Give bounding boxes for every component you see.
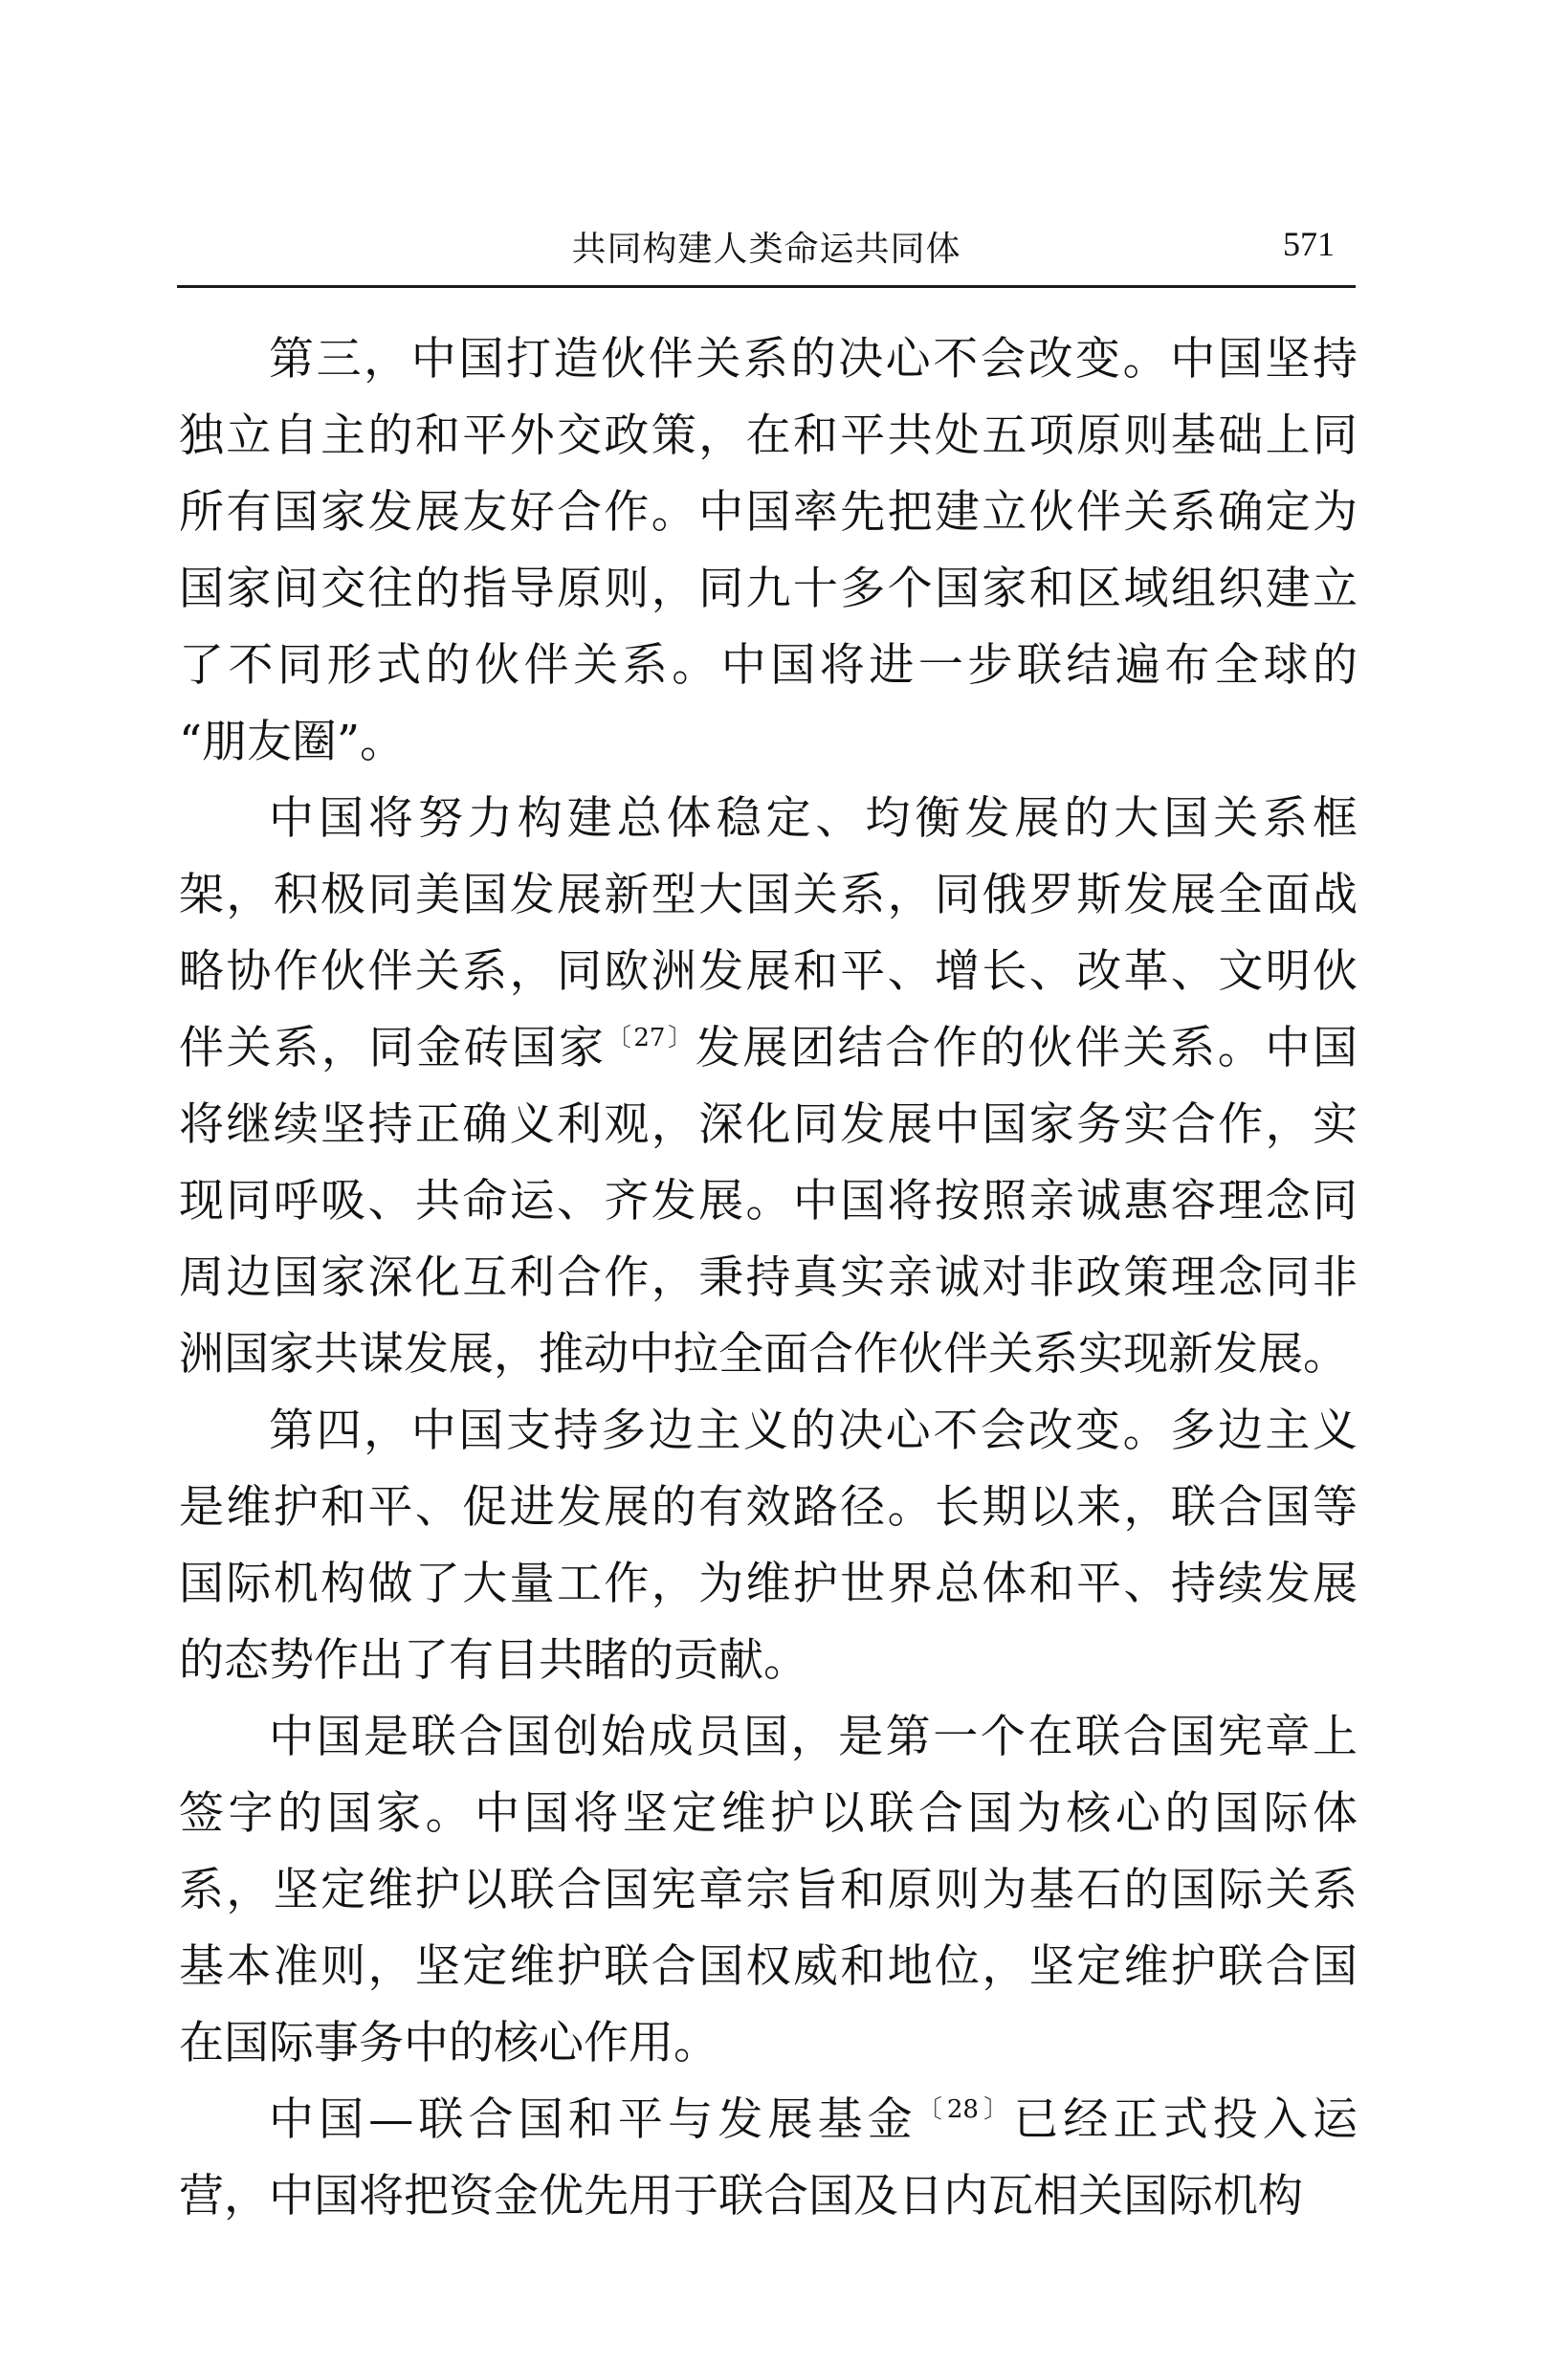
header-rule <box>177 285 1356 288</box>
text-run: 签字的国家。中国将坚定维护以联合国为核心的国际体 <box>179 1787 1358 1840</box>
text-run: 了不同形式的伙伴关系。中国将进一步联结遍布全球的 <box>179 639 1358 692</box>
body-text <box>179 321 1358 2235</box>
text-line <box>179 2082 1358 2158</box>
text-run: 国际机构做了大量工作，为维护世界总体和平、持续发展 <box>179 1558 1358 1610</box>
text-run: 将继续坚持正确义利观，深化同发展中国家务实合作，实 <box>179 1098 1358 1151</box>
text-line <box>179 2158 1358 2235</box>
text-line <box>179 1470 1358 1546</box>
text-run: 伴关系，同金砖国家 <box>179 1022 607 1074</box>
text-run: 第四，中国支持多边主义的决心不会改变。多边主义 <box>269 1405 1358 1457</box>
text-line <box>179 1929 1358 2005</box>
text-run: 系，坚定维护以联合国宪章宗旨和原则为基石的国际关系 <box>179 1864 1358 1916</box>
running-header-title: 共同构建人类命运共同体 <box>571 230 961 269</box>
text-run: 基本准则，坚定维护联合国权威和地位，坚定维护联合国 <box>179 1940 1358 1993</box>
text-line <box>179 1317 1358 1393</box>
text-run: 已经正式投入运 <box>1013 2093 1358 2146</box>
text-line <box>179 781 1358 857</box>
text-line <box>179 1240 1358 1317</box>
text-line <box>179 398 1358 475</box>
text-run: 中国是联合国创始成员国，是第一个在联合国宪章上 <box>269 1711 1358 1763</box>
text-line <box>179 628 1358 704</box>
paragraph <box>179 1393 1358 1699</box>
text-run: 周边国家深化互利合作，秉持真实亲诚对非政策理念同非 <box>179 1251 1358 1304</box>
paragraph <box>179 321 1358 781</box>
footnote-reference[interactable]: 〔28〕 <box>917 2095 1014 2124</box>
text-run: 架，积极同美国发展新型大国关系，同俄罗斯发展全面战 <box>179 869 1358 921</box>
text-line <box>179 857 1358 934</box>
text-line <box>179 1393 1358 1470</box>
text-line <box>179 1163 1358 1240</box>
text-run: 略协作伙伴关系，同欧洲发展和平、增长、改革、文明伙 <box>179 945 1358 998</box>
text-run: 独立自主的和平外交政策，在和平共处五项原则基础上同 <box>179 409 1358 462</box>
text-line <box>179 934 1358 1010</box>
text-run: 所有国家发展友好合作。中国率先把建立伙伴关系确定为 <box>179 486 1358 539</box>
text-run: 的态势作出了有目共睹的贡献。 <box>179 1634 808 1687</box>
paragraph <box>179 2082 1358 2235</box>
text-run: 中国—联合国和平与发展基金 <box>269 2093 917 2146</box>
text-run: 现同呼吸、共命运、齐发展。中国将按照亲诚惠容理念同 <box>179 1175 1358 1228</box>
text-run: 营，中国将把资金优先用于联合国及日内瓦相关国际机构 <box>179 2170 1303 2223</box>
footnote-reference[interactable]: 〔27〕 <box>606 1024 696 1052</box>
text-run: “朋友圈”。 <box>179 716 406 768</box>
text-run: 洲国家共谋发展，推动中拉全面合作伙伴关系实现新发展。 <box>179 1328 1348 1381</box>
text-run: 是维护和平、促进发展的有效路径。长期以来，联合国等 <box>179 1481 1358 1534</box>
paragraph <box>179 1699 1358 2082</box>
text-line <box>179 321 1358 398</box>
text-run: 中国将努力构建总体稳定、均衡发展的大国关系框 <box>269 792 1358 845</box>
text-run: 第三，中国打造伙伴关系的决心不会改变。中国坚持 <box>269 333 1358 386</box>
text-line <box>179 551 1358 628</box>
text-line <box>179 1087 1358 1163</box>
paragraph <box>179 781 1358 1393</box>
page-number: 571 <box>1283 225 1335 263</box>
text-run: 发展团结合作的伙伴关系。中国 <box>695 1022 1358 1074</box>
text-line <box>179 1852 1358 1929</box>
text-line <box>179 475 1358 551</box>
text-run: 国家间交往的指导原则，同九十多个国家和区域组织建立 <box>179 563 1358 615</box>
text-line <box>179 1776 1358 1852</box>
text-line <box>179 1010 1358 1087</box>
text-line <box>179 1546 1358 1623</box>
text-run: 在国际事务中的核心作用。 <box>179 2017 718 2069</box>
text-line <box>179 1623 1358 1699</box>
text-line <box>179 704 1358 781</box>
running-header <box>177 218 1356 276</box>
text-line <box>179 1699 1358 1776</box>
text-line <box>179 2005 1358 2082</box>
